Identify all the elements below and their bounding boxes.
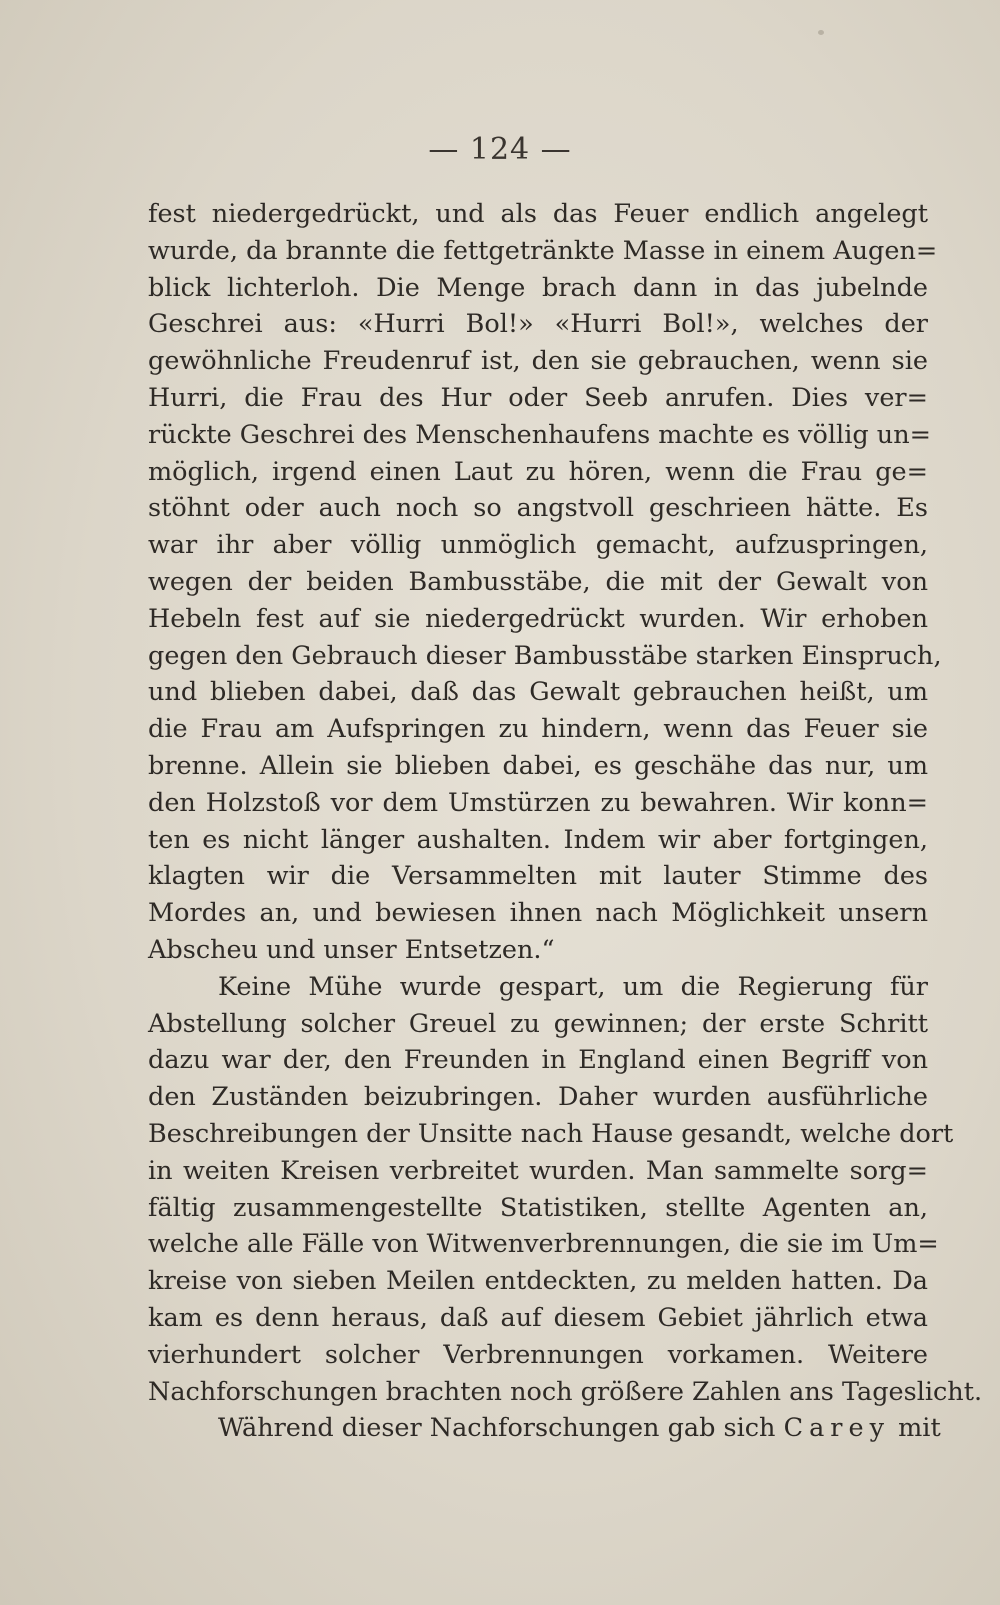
text-line-paragraph-start: [148, 1410, 941, 1447]
text-line: Mordes an, und bewiesen ihnen nach Möglichkeit unsern: [148, 898, 928, 929]
text-line-paragraph-start: Keine Mühe wurde gespart, um die Regierung für: [218, 971, 928, 1002]
text-line: Nachforschungen brachten noch größere Zahlen ans Tageslicht.: [148, 1376, 983, 1407]
text-line: Beschreibungen der Unsitte nach Hause gesandt, welche dort: [148, 1118, 954, 1149]
text-line: die Frau am Aufspringen zu hindern, wenn das Feuer sie: [148, 714, 928, 745]
text-line: blick lichterloh. Die Menge brach dann in das jubelnde: [148, 272, 928, 303]
text-line: vierhundert solcher Verbrennungen vorkamen. Weitere: [148, 1339, 928, 1370]
text-line: war ihr aber völlig unmöglich gemacht, aufzuspringen,: [148, 530, 928, 561]
text-line: dazu war der, den Freunden in England einen Begriff von: [148, 1045, 928, 1076]
body-text: [148, 196, 983, 1447]
text-line: Abscheu und unser Entsetzen.“: [148, 934, 555, 965]
text-line: brenne. Allein sie blieben dabei, es geschähe das nur, um: [148, 750, 928, 781]
text-line: Geschrei aus: «Hurri Bol!» «Hurri Bol!», welches der: [148, 309, 928, 340]
page-number-header: — 124 —: [428, 132, 572, 167]
text-line: möglich, irgend einen Laut zu hören, wenn die Frau ge=: [148, 456, 928, 487]
text-line: welche alle Fälle von Witwenverbrennungen, die sie im Um=: [148, 1229, 939, 1260]
text-line: ten es nicht länger aushalten. Indem wir aber fortgingen,: [148, 824, 928, 855]
text-line: wurde, da brannte die fettgetränkte Masse in einem Augen=: [148, 235, 938, 266]
text-line: klagten wir die Versammelten mit lauter Stimme des: [148, 861, 928, 892]
text-line: gegen den Gebrauch dieser Bambusstäbe starken Einspruch,: [148, 640, 942, 671]
text-line: kreise von sieben Meilen entdeckten, zu melden hatten. Da: [148, 1266, 928, 1297]
name-carey: Carey: [783, 1413, 890, 1444]
text-line: Hurri, die Frau des Hur oder Seeb anrufen. Dies ver=: [148, 382, 928, 413]
text-line: Hebeln fest auf sie niedergedrückt wurden. Wir erhoben: [148, 603, 928, 634]
text-run: Während dieser Nachforschungen gab sich: [218, 1413, 776, 1444]
text-line: und blieben dabei, daß das Gewalt gebrauchen heißt, um: [148, 677, 928, 708]
text-run: mit: [898, 1413, 941, 1444]
text-line: wegen der beiden Bambusstäbe, die mit der Gewalt von: [148, 566, 928, 597]
text-line: fältig zusammengestellte Statistiken, stellte Agenten an,: [148, 1192, 928, 1223]
paper-speck: [818, 30, 824, 35]
text-line: stöhnt oder auch noch so angstvoll geschrieen hätte. Es: [148, 493, 928, 524]
text-line: Abstellung solcher Greuel zu gewinnen; der erste Schritt: [148, 1008, 928, 1039]
text-line: kam es denn heraus, daß auf diesem Gebiet jährlich etwa: [148, 1302, 928, 1333]
text-line: den Zuständen beizubringen. Daher wurden ausführliche: [148, 1082, 928, 1113]
text-line: rückte Geschrei des Menschenhaufens machte es völlig un=: [148, 419, 931, 450]
text-line: fest niedergedrückt, und als das Feuer endlich angelegt: [148, 199, 928, 229]
text-line: in weiten Kreisen verbreitet wurden. Man sammelte sorg=: [148, 1155, 928, 1186]
text-line: den Holzstoß vor dem Umstürzen zu bewahren. Wir konn=: [148, 787, 928, 818]
text-line: gewöhnliche Freudenruf ist, den sie gebrauchen, wenn sie: [148, 346, 928, 377]
